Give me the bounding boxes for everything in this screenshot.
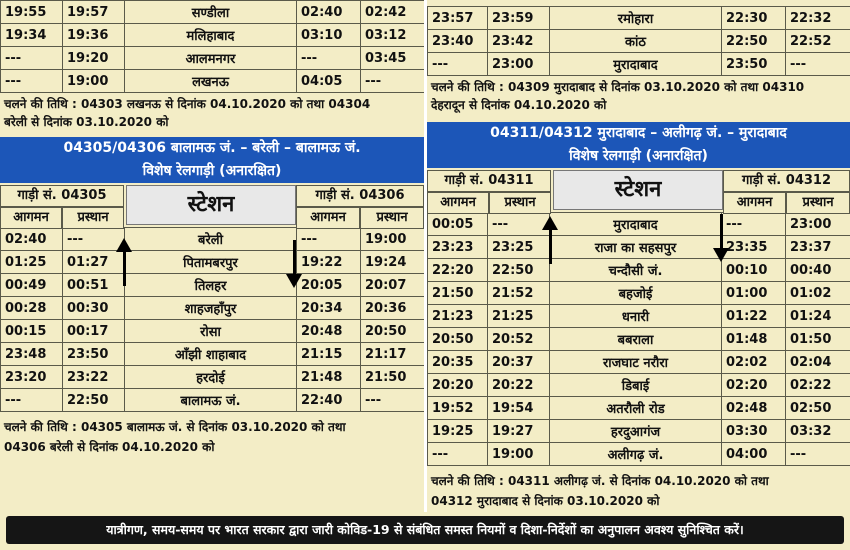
table-row <box>428 397 850 420</box>
departure-time: 19:57 <box>63 1 125 24</box>
departure-time: 00:40 <box>786 259 850 282</box>
departure-time: 20:22 <box>488 374 550 397</box>
table-row <box>428 30 850 53</box>
arrival-time: 23:57 <box>428 7 488 30</box>
station-name: मुरादाबाद <box>550 213 722 236</box>
departure-time: 19:00 <box>361 228 425 251</box>
table-row <box>1 251 425 274</box>
departure-header: प्रस्थान <box>62 207 124 229</box>
arrival-time: 19:25 <box>428 420 488 443</box>
arrival-time: --- <box>297 47 361 70</box>
departure-time: 01:24 <box>786 305 850 328</box>
departure-time: 00:51 <box>63 274 125 297</box>
title-line: 04305/04306 बालामऊ जं. – बरेली – बालामऊ जं. <box>63 140 361 156</box>
departure-time: 21:52 <box>488 282 550 305</box>
arrival-time: 23:20 <box>1 366 63 389</box>
station-name: मलिहाबाद <box>125 24 297 47</box>
departure-time: 22:52 <box>786 30 850 53</box>
departure-time: 21:17 <box>361 343 425 366</box>
right-train-title <box>427 122 850 168</box>
station-name: हरदुआगंज <box>550 420 722 443</box>
departure-time: --- <box>488 213 550 236</box>
station-header: स्टेशन <box>553 170 723 210</box>
table-row <box>428 236 850 259</box>
departure-time: 19:24 <box>361 251 425 274</box>
departure-header: प्रस्थान <box>489 192 551 214</box>
left-train-table <box>0 227 425 412</box>
table-row <box>1 366 425 389</box>
arrival-time: 01:00 <box>722 282 786 305</box>
station-name: चन्दौसी जं. <box>550 259 722 282</box>
arrival-time: 02:40 <box>297 1 361 24</box>
table-row <box>1 297 425 320</box>
table-row <box>1 343 425 366</box>
arrival-time: --- <box>1 389 63 412</box>
left-panel <box>0 0 424 458</box>
table-row <box>1 228 425 251</box>
down-arrow-icon <box>293 240 296 276</box>
table-row <box>1 320 425 343</box>
station-name: अतरौली रोड <box>550 397 722 420</box>
arrival-time: 23:35 <box>722 236 786 259</box>
table-row <box>428 213 850 236</box>
departure-time: 02:22 <box>786 374 850 397</box>
note-line: देहरादून से दिनांक 04.10.2020 को <box>431 98 607 112</box>
arrival-time: 21:15 <box>297 343 361 366</box>
arrival-header: आगमन <box>296 207 360 229</box>
departure-time: 23:00 <box>786 213 850 236</box>
table-row <box>1 274 425 297</box>
departure-time: 20:07 <box>361 274 425 297</box>
arrival-time: 19:22 <box>297 251 361 274</box>
departure-time: --- <box>786 443 850 466</box>
table-row <box>428 328 850 351</box>
arrival-time: 23:50 <box>722 53 786 76</box>
station-name: हरदोई <box>125 366 297 389</box>
arrival-time: 00:15 <box>1 320 63 343</box>
departure-time: --- <box>63 228 125 251</box>
arrival-header: आगमन <box>427 192 489 214</box>
arrival-time: --- <box>1 47 63 70</box>
note-line: चलने की तिथि : 04309 मुरादाबाद से दिनांक 03.10.2020 को तथा 04310 <box>431 80 805 94</box>
departure-time: 20:50 <box>361 320 425 343</box>
departure-time: 02:50 <box>786 397 850 420</box>
departure-time: 22:32 <box>786 7 850 30</box>
table-row <box>1 24 425 47</box>
train-no-right: गाड़ी सं. 04306 <box>296 185 424 207</box>
departure-time: 01:27 <box>63 251 125 274</box>
arrival-time: 01:48 <box>722 328 786 351</box>
title-line: विशेष रेलगाड़ी (अनारक्षित) <box>569 148 708 164</box>
note-line: बरेली से दिनांक 03.10.2020 को <box>4 115 169 129</box>
table-row <box>1 47 425 70</box>
departure-time: 19:00 <box>63 70 125 93</box>
arrival-time: 21:48 <box>297 366 361 389</box>
right-panel <box>427 0 850 512</box>
arrival-time: 19:34 <box>1 24 63 47</box>
arrival-time: 02:40 <box>1 228 63 251</box>
left-train-title <box>0 137 424 183</box>
station-name: तिलहर <box>125 274 297 297</box>
arrival-time: 04:00 <box>722 443 786 466</box>
arrival-time: --- <box>722 213 786 236</box>
note-line: चलने की तिथि : 04311 अलीगढ़ जं. से दिनांक 04.10.2020 को तथा <box>431 474 769 488</box>
arrival-time: 20:35 <box>428 351 488 374</box>
arrival-time: 00:10 <box>722 259 786 282</box>
arrival-time: 03:10 <box>297 24 361 47</box>
note-line: 04312 मुरादाबाद से दिनांक 03.10.2020 को <box>431 494 660 508</box>
arrival-time: 00:28 <box>1 297 63 320</box>
table-row <box>428 305 850 328</box>
departure-time: 21:50 <box>361 366 425 389</box>
station-name: कांठ <box>550 30 722 53</box>
departure-time: 20:37 <box>488 351 550 374</box>
train-no-left: गाड़ी सं. 04311 <box>427 170 551 192</box>
departure-time: 19:20 <box>63 47 125 70</box>
departure-time: 19:36 <box>63 24 125 47</box>
left-header <box>0 183 424 227</box>
departure-time: 00:30 <box>63 297 125 320</box>
arrival-time: 21:23 <box>428 305 488 328</box>
station-name: रमोहारा <box>550 7 722 30</box>
arrival-time: 22:50 <box>722 30 786 53</box>
arrival-time: --- <box>1 70 63 93</box>
station-name: पितामबरपुर <box>125 251 297 274</box>
departure-time: --- <box>786 53 850 76</box>
table-row <box>1 389 425 412</box>
departure-time: 02:04 <box>786 351 850 374</box>
station-name: बालामऊ जं. <box>125 389 297 412</box>
arrival-time: 03:30 <box>722 420 786 443</box>
departure-time: 03:45 <box>361 47 425 70</box>
table-row <box>1 1 425 24</box>
station-name: आँझी शाहाबाद <box>125 343 297 366</box>
table-row <box>428 420 850 443</box>
departure-time: 22:50 <box>63 389 125 412</box>
departure-time: 19:27 <box>488 420 550 443</box>
departure-time: 00:17 <box>63 320 125 343</box>
arrival-time: 04:05 <box>297 70 361 93</box>
departure-time: 23:50 <box>63 343 125 366</box>
arrival-time: 20:50 <box>428 328 488 351</box>
right-top-note <box>427 76 850 122</box>
arrival-time: 23:40 <box>428 30 488 53</box>
departure-time: 23:25 <box>488 236 550 259</box>
departure-time: 20:52 <box>488 328 550 351</box>
departure-time: --- <box>361 70 425 93</box>
train-no-left: गाड़ी सं. 04305 <box>0 185 124 207</box>
covid-notice: यात्रीगण, समय-समय पर भारत सरकार द्वारा जारी कोविड-19 से संबंधित समस्त नियमों व दिशा-निर्देशों का अनुपालन अवश्य सुनिश्चित करें। <box>6 516 844 544</box>
departure-time: --- <box>361 389 425 412</box>
arrival-time: --- <box>428 53 488 76</box>
arrival-time: 02:20 <box>722 374 786 397</box>
arrival-time: 01:25 <box>1 251 63 274</box>
station-name: राजा का सहसपुर <box>550 236 722 259</box>
station-name: राजघाट नरौरा <box>550 351 722 374</box>
table-row <box>428 443 850 466</box>
departure-time: 20:36 <box>361 297 425 320</box>
table-row <box>428 259 850 282</box>
arrival-time: 22:40 <box>297 389 361 412</box>
departure-time: 19:00 <box>488 443 550 466</box>
departure-time: 23:37 <box>786 236 850 259</box>
left-top-table <box>0 0 425 93</box>
title-line: 04311/04312 मुरादाबाद – अलीगढ़ जं. – मुरादाबाद <box>490 125 787 141</box>
station-name: मुरादाबाद <box>550 53 722 76</box>
arrival-time: 23:48 <box>1 343 63 366</box>
arrival-time: 19:55 <box>1 1 63 24</box>
arrival-time: 22:30 <box>722 7 786 30</box>
arrival-time: 00:49 <box>1 274 63 297</box>
footer <box>0 512 850 550</box>
arrival-time: 23:23 <box>428 236 488 259</box>
departure-time: 23:00 <box>488 53 550 76</box>
arrival-header: आगमन <box>723 192 786 214</box>
table-row <box>428 7 850 30</box>
departure-time: 19:54 <box>488 397 550 420</box>
right-train-note <box>427 470 850 512</box>
table-row <box>428 374 850 397</box>
right-header <box>427 168 850 212</box>
table-row <box>428 351 850 374</box>
arrival-time: 20:48 <box>297 320 361 343</box>
station-header: स्टेशन <box>126 185 296 225</box>
arrival-time: 20:05 <box>297 274 361 297</box>
departure-time: 22:50 <box>488 259 550 282</box>
left-train-note <box>0 416 424 458</box>
left-top-note <box>0 93 424 137</box>
departure-time: 01:50 <box>786 328 850 351</box>
note-line: चलने की तिथि : 04305 बालामऊ जं. से दिनांक 03.10.2020 को तथा <box>4 420 346 434</box>
station-name: बरेली <box>125 228 297 251</box>
departure-time: 23:42 <box>488 30 550 53</box>
up-arrow-icon <box>123 250 126 286</box>
arrival-time: 19:52 <box>428 397 488 420</box>
departure-time: 23:22 <box>63 366 125 389</box>
arrival-time: 21:50 <box>428 282 488 305</box>
departure-time: 03:32 <box>786 420 850 443</box>
table-row <box>428 282 850 305</box>
arrival-header: आगमन <box>0 207 62 229</box>
note-line: चलने की तिथि : 04303 लखनऊ से दिनांक 04.10.2020 को तथा 04304 <box>4 97 371 111</box>
departure-time: 02:42 <box>361 1 425 24</box>
departure-time: 01:02 <box>786 282 850 305</box>
departure-header: प्रस्थान <box>360 207 424 229</box>
station-name: आलमनगर <box>125 47 297 70</box>
arrival-time: 22:20 <box>428 259 488 282</box>
arrival-time: 00:05 <box>428 213 488 236</box>
station-name: बहजोई <box>550 282 722 305</box>
station-name: अलीगढ़ जं. <box>550 443 722 466</box>
arrival-time: 20:20 <box>428 374 488 397</box>
departure-time: 03:12 <box>361 24 425 47</box>
up-arrow-icon <box>549 228 552 264</box>
title-line: विशेष रेलगाड़ी (अनारक्षित) <box>142 163 282 179</box>
table-row <box>1 70 425 93</box>
departure-time: 21:25 <box>488 305 550 328</box>
right-train-table <box>427 212 850 466</box>
station-name: शाहजहाँपुर <box>125 297 297 320</box>
station-name: डिबाई <box>550 374 722 397</box>
arrival-time: 02:48 <box>722 397 786 420</box>
arrival-time: --- <box>428 443 488 466</box>
station-name: लखनऊ <box>125 70 297 93</box>
station-name: धनारी <box>550 305 722 328</box>
arrival-time: 02:02 <box>722 351 786 374</box>
station-name: बबराला <box>550 328 722 351</box>
note-line: 04306 बरेली से दिनांक 04.10.2020 को <box>4 440 215 454</box>
right-top-table <box>427 6 850 76</box>
table-row <box>428 53 850 76</box>
arrival-time: 20:34 <box>297 297 361 320</box>
station-name: रोसा <box>125 320 297 343</box>
departure-time: 23:59 <box>488 7 550 30</box>
arrival-time: 01:22 <box>722 305 786 328</box>
departure-header: प्रस्थान <box>786 192 850 214</box>
down-arrow-icon <box>720 214 723 250</box>
station-name: सण्डीला <box>125 1 297 24</box>
arrival-time: --- <box>297 228 361 251</box>
train-no-right: गाड़ी सं. 04312 <box>723 170 850 192</box>
